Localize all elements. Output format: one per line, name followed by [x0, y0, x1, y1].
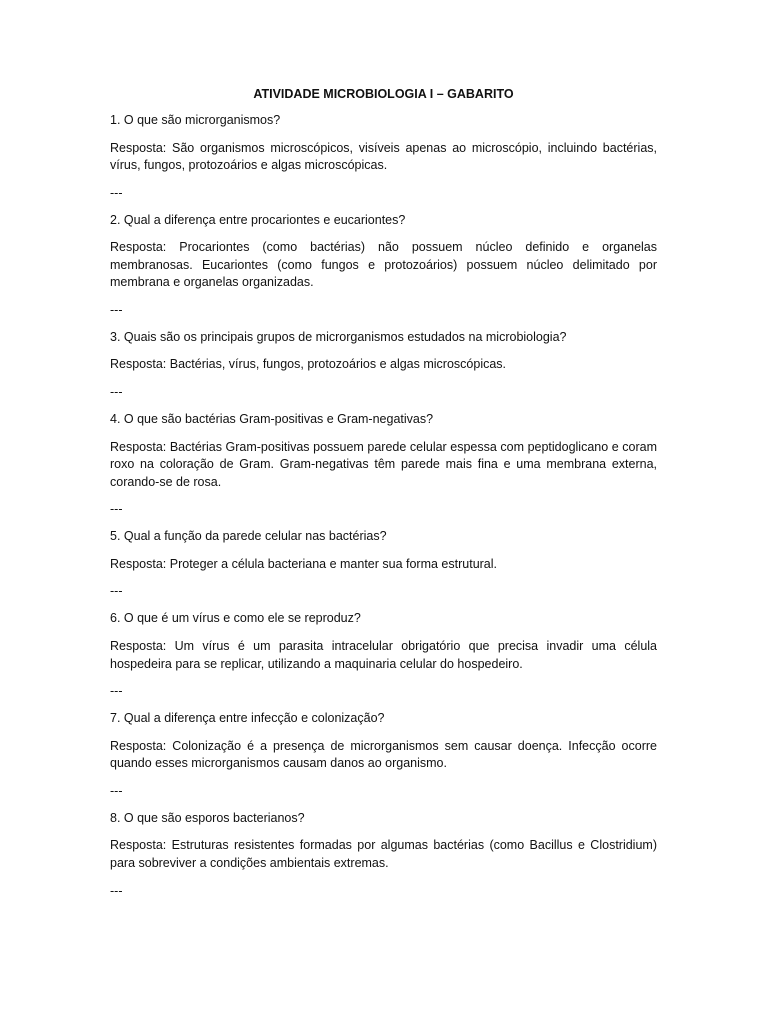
question-text: 3. Quais são os principais grupos de microrganismos estudados na microbiologia?: [110, 329, 567, 344]
separator: ---: [110, 185, 123, 200]
separator: ---: [110, 385, 123, 400]
question-text: 6. O que é um vírus e como ele se reproduz?: [110, 611, 361, 626]
answer-text: Resposta: Bactérias, vírus, fungos, protozoários e algas microscópicas.: [110, 357, 507, 372]
qa-item-4: [110, 411, 657, 518]
answer-text: Resposta: Um vírus é um parasita intracelular obrigatório que precisa invadir uma célula hospedeira para se replicar, utilizando a maquinaria celular do hospedeiro.: [110, 638, 657, 671]
answer-text: Resposta: Proteger a célula bacteriana e manter sua forma estrutural.: [110, 556, 498, 571]
separator: ---: [110, 502, 123, 517]
answer-text: Resposta: Estruturas resistentes formadas por algumas bactérias (como Bacillus e Clostridium) para sobreviver a condições ambientais extremas.: [110, 838, 657, 870]
separator: ---: [110, 783, 123, 798]
question-text: 5. Qual a função da parede celular nas bactérias?: [110, 529, 387, 544]
qa-item-5: [110, 528, 657, 600]
answer-text: Resposta: Procariontes (como bactérias) não possuem núcleo definido e organelas membranosas. Eucariontes (como fungos e protozoários) possuem núcleo delimitado por membrana e organelas organizadas.: [110, 240, 657, 290]
document-page: [110, 86, 657, 910]
qa-item-8: [110, 810, 657, 900]
answer-text: Resposta: São organismos microscópicos, visíveis apenas ao microscópio, incluindo bactérias, vírus, fungos, protozoários e algas microscópicas.: [110, 140, 657, 173]
qa-item-7: [110, 710, 657, 800]
document-title: ATIVIDADE MICROBIOLOGIA I – GABARITO: [253, 87, 514, 101]
question-text: 7. Qual a diferença entre infecção e colonização?: [110, 711, 385, 726]
question-text: 4. O que são bactérias Gram-positivas e Gram-negativas?: [110, 412, 434, 427]
question-text: 8. O que são esporos bacterianos?: [110, 810, 305, 825]
question-text: 1. O que são microrganismos?: [110, 113, 281, 127]
qa-item-6: [110, 610, 657, 700]
answer-text: Resposta: Colonização é a presença de microrganismos sem causar doença. Infecção ocorre quando esses microrganismos causam danos ao organismo.: [110, 738, 657, 771]
answer-text: Resposta: Bactérias Gram-positivas possuem parede celular espessa com peptidoglicano e coram roxo na coloração de Gram. Gram-negativas têm parede mais fina e uma membrana externa, corando-se de rosa.: [110, 439, 657, 489]
separator: ---: [110, 584, 123, 599]
qa-item-3: [110, 329, 657, 401]
question-text: 2. Qual a diferença entre procariontes e eucariontes?: [110, 212, 406, 227]
qa-item-2: [110, 212, 657, 319]
separator: ---: [110, 684, 123, 699]
separator: ---: [110, 883, 123, 898]
qa-item-1: [110, 112, 657, 202]
separator: ---: [110, 302, 123, 317]
